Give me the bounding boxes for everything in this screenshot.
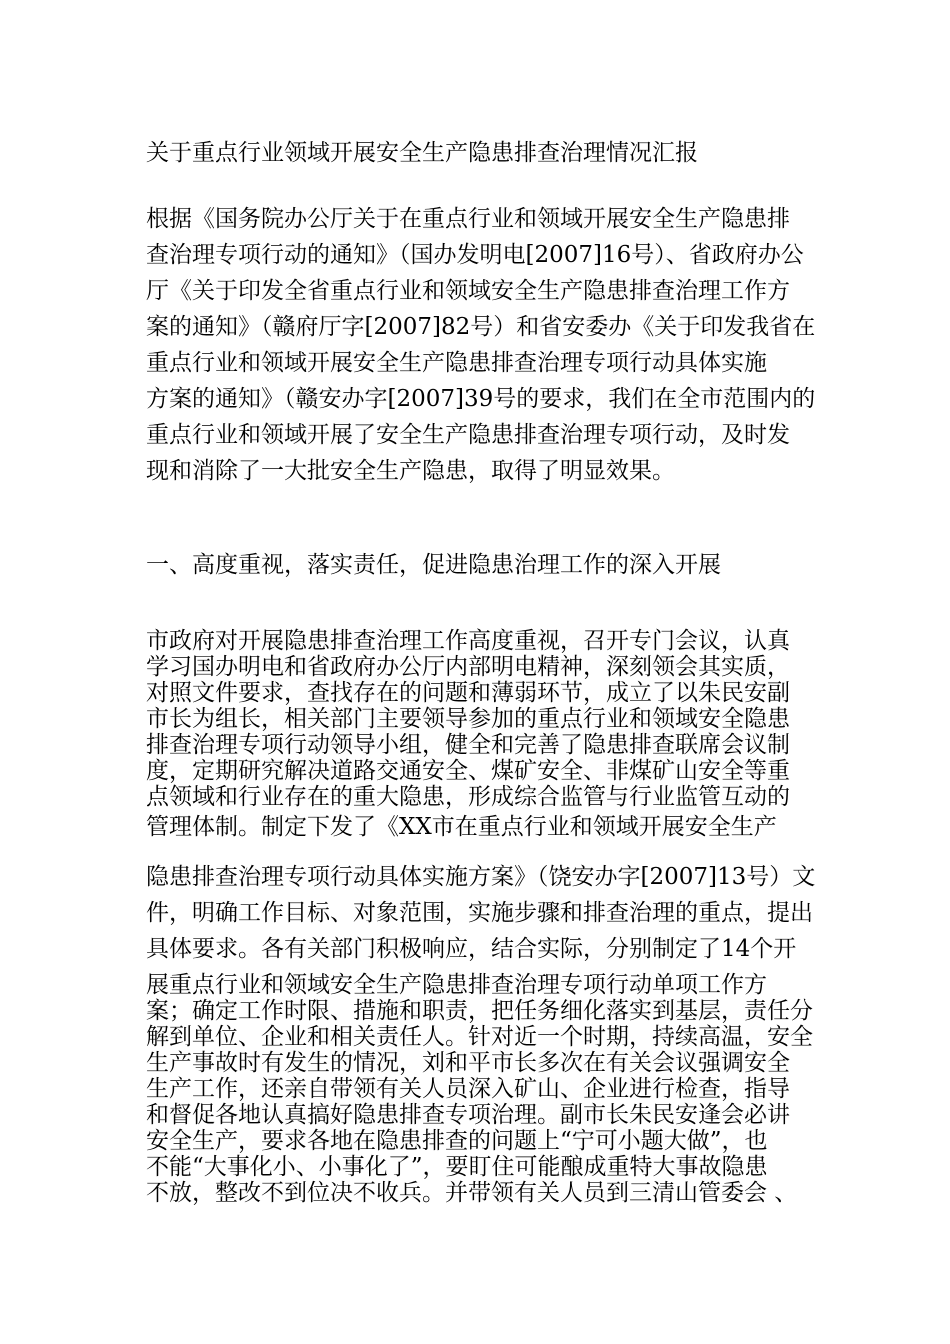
paragraph-line: 案；确定工作时限、措施和职责，把任务细化落实到基层，责任分	[146, 998, 813, 1024]
paragraph-line: 市政府对开展隐患排查治理工作高度重视，召开专门会议，认真	[146, 628, 790, 654]
paragraph-line: 解到单位、企业和相关责任人。针对近一个时期，持续高温，安全	[146, 1024, 813, 1050]
paragraph-line: 隐患排查治理专项行动具体实施方案》（饶安办字[2007]13号）文	[146, 864, 816, 890]
section-heading: 一、高度重视，落实责任，促进隐患治理工作的深入开展	[146, 552, 721, 578]
document-title: 关于重点行业领域开展安全生产隐患排查治理情况汇报	[146, 140, 698, 166]
paragraph-line: 不能“大事化小、小事化了”，要盯住可能酿成重特大事故隐患	[146, 1154, 768, 1180]
paragraph-line: 厅《关于印发全省重点行业和领域安全生产隐患排查治理工作方	[146, 278, 790, 304]
paragraph-line: 件，明确工作目标、对象范围，实施步骤和排查治理的重点，提出	[146, 900, 813, 926]
paragraph-line: 展重点行业和领域安全生产隐患排查治理专项行动单项工作方	[146, 972, 767, 998]
paragraph-line: 点领域和行业存在的重大隐患，形成综合监管与行业监管互动的	[146, 784, 790, 810]
paragraph-line: 不放，整改不到位决不收兵。并带领有关人员到三清山管委会 、	[146, 1180, 798, 1206]
paragraph-line: 安全生产，要求各地在隐患排查的问题上“宁可小题大做”，也	[146, 1128, 768, 1154]
paragraph-line: 重点行业和领域开展了安全生产隐患排查治理专项行动，及时发	[146, 422, 790, 448]
paragraph-line: 查治理专项行动的通知》（国办发明电[2007]16号）、省政府办公	[146, 242, 804, 268]
paragraph-line: 生产工作，还亲自带领有关人员深入矿山、企业进行检查，指导	[146, 1076, 790, 1102]
paragraph-line: 案的通知》（赣府厅字[2007]82号）和省安委办《关于印发我省在	[146, 314, 816, 340]
paragraph-line: 排查治理专项行动领导小组，健全和完善了隐患排查联席会议制	[146, 732, 790, 758]
paragraph-line: 重点行业和领域开展安全生产隐患排查治理专项行动具体实施	[146, 350, 767, 376]
paragraph-line: 方案的通知》（赣安办字[2007]39号的要求，我们在全市范围内的	[146, 386, 816, 412]
paragraph-line: 对照文件要求，查找存在的问题和薄弱环节，成立了以朱民安副	[146, 680, 790, 706]
paragraph-line: 现和消除了一大批安全生产隐患，取得了明显效果。	[146, 458, 675, 484]
paragraph-line: 市长为组长，相关部门主要领导参加的重点行业和领域安全隐患	[146, 706, 790, 732]
paragraph-line: 和督促各地认真搞好隐患排查专项治理。副市长朱民安逢会必讲	[146, 1102, 790, 1128]
paragraph-line: 管理体制。制定下发了《XX市在重点行业和领域开展安全生产	[146, 814, 777, 840]
paragraph-line: 生产事故时有发生的情况，刘和平市长多次在有关会议强调安全	[146, 1050, 790, 1076]
paragraph-line: 学习国办明电和省政府办公厅内部明电精神，深刻领会其实质，	[146, 654, 790, 680]
paragraph-line: 根据《国务院办公厅关于在重点行业和领域开展安全生产隐患排	[146, 206, 790, 232]
paragraph-line: 具体要求。各有关部门积极响应，结合实际，分别制定了14个开	[146, 936, 797, 962]
paragraph-line: 度，定期研究解决道路交通安全、煤矿安全、非煤矿山安全等重	[146, 758, 790, 784]
